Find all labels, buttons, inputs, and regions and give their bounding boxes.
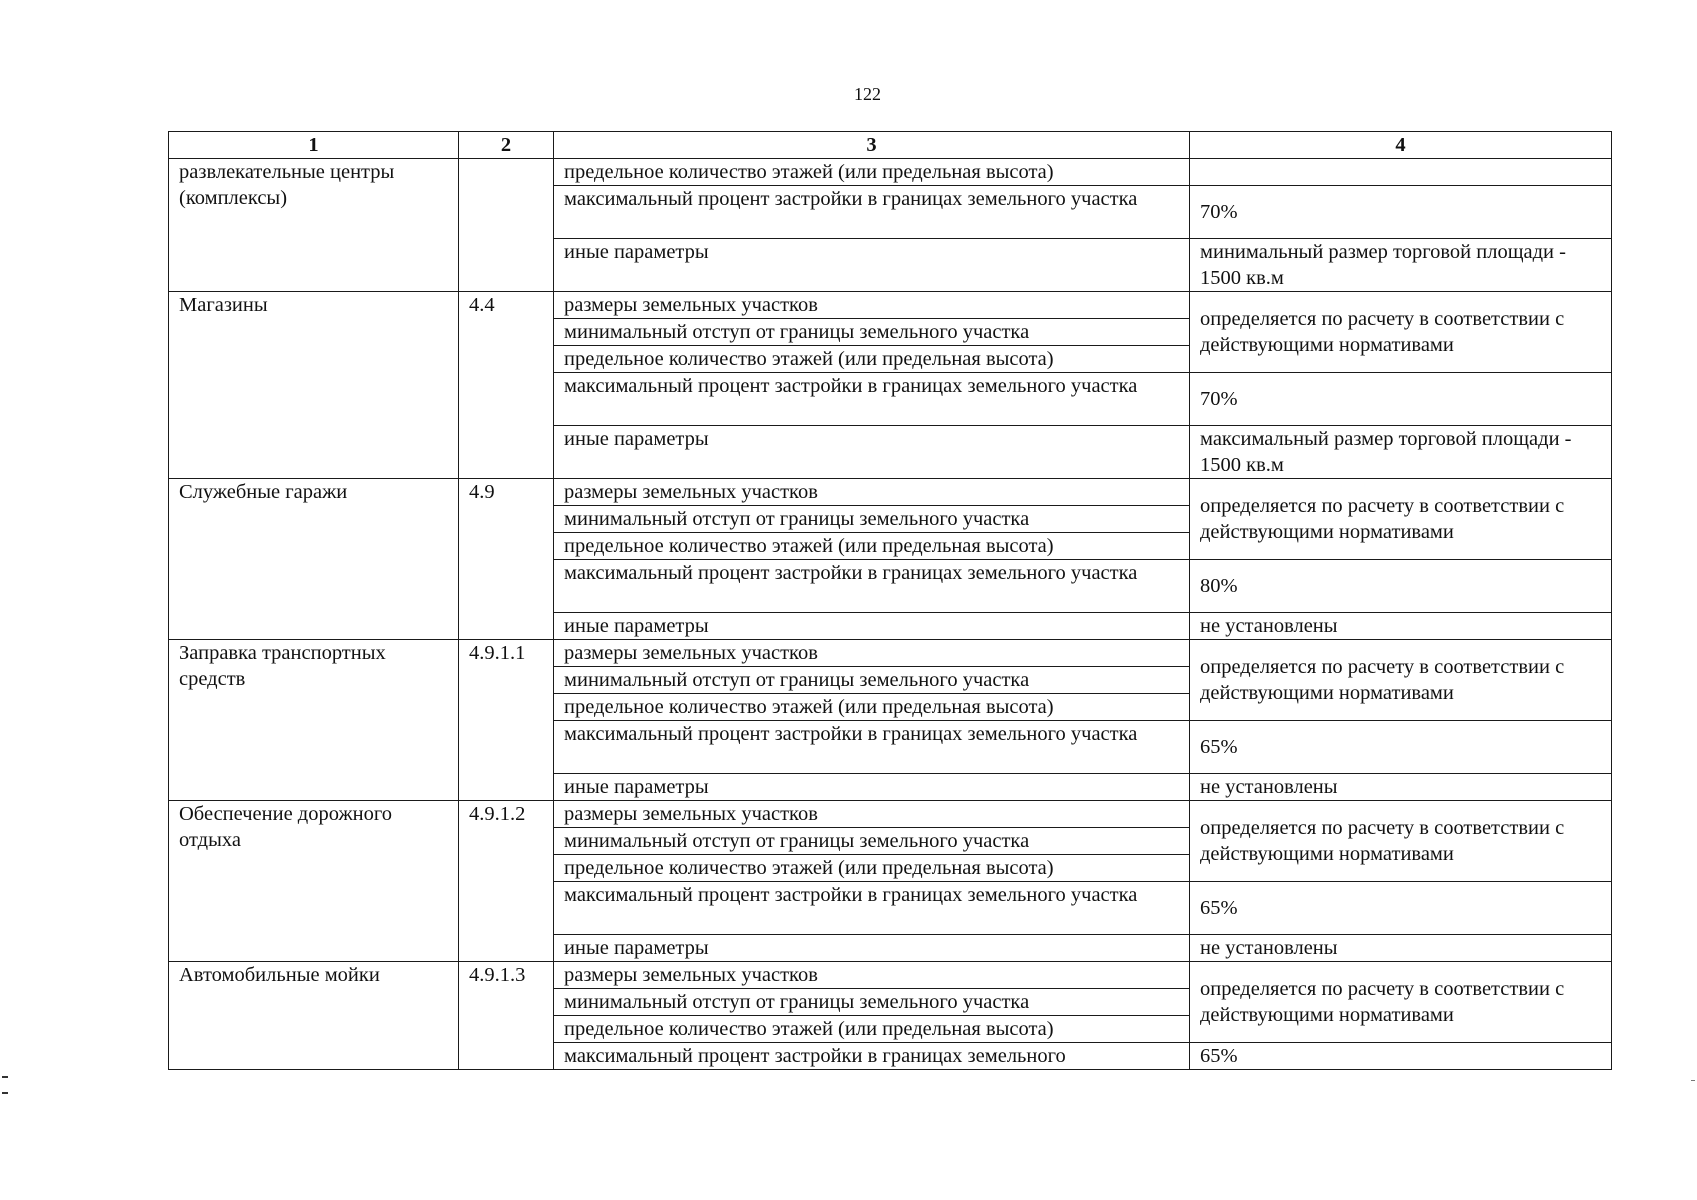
parameter-name: предельное количество этажей (или предельная высота) <box>554 855 1190 882</box>
parameter-name: иные параметры <box>554 239 1190 292</box>
parameter-name: минимальный отступ от границы земельного участка <box>554 828 1190 855</box>
scan-edge-mark <box>2 1076 8 1094</box>
parameter-value: определяется по расчету в соответствии с действующими нормативами <box>1190 292 1612 373</box>
parameter-value: 65% <box>1190 721 1612 774</box>
parameter-name: предельное количество этажей (или предельная высота) <box>554 694 1190 721</box>
parameter-name: минимальный отступ от границы земельного участка <box>554 319 1190 346</box>
parameter-name: размеры земельных участков <box>554 962 1190 989</box>
parameter-value: не установлены <box>1190 935 1612 962</box>
table-row <box>169 801 1612 828</box>
parameter-value: 65% <box>1190 1043 1612 1070</box>
table-row <box>169 479 1612 506</box>
parameter-value: не установлены <box>1190 774 1612 801</box>
parameter-name: иные параметры <box>554 774 1190 801</box>
table-row <box>169 962 1612 989</box>
parameter-value: определяется по расчету в соответствии с действующими нормативами <box>1190 801 1612 882</box>
table-row <box>169 159 1612 186</box>
parameter-value: 70% <box>1190 373 1612 426</box>
land-use-type: Заправка транспортных средств <box>169 640 459 801</box>
parameter-name: максимальный процент застройки в границах земельного участка <box>554 721 1190 774</box>
land-use-type: Служебные гаражи <box>169 479 459 640</box>
parameter-value: максимальный размер торговой площади - 1500 кв.м <box>1190 426 1612 479</box>
table-row <box>169 640 1612 667</box>
land-use-code: 4.9.1.1 <box>459 640 554 801</box>
parameter-value: определяется по расчету в соответствии с действующими нормативами <box>1190 640 1612 721</box>
land-use-code: 4.9.1.2 <box>459 801 554 962</box>
page-number: 122 <box>854 84 881 104</box>
parameter-name: предельное количество этажей (или предельная высота) <box>554 533 1190 560</box>
parameter-name: минимальный отступ от границы земельного участка <box>554 667 1190 694</box>
land-use-type: Автомобильные мойки <box>169 962 459 1070</box>
column-header-4: 4 <box>1190 132 1612 159</box>
parameter-name: размеры земельных участков <box>554 640 1190 667</box>
land-use-code: 4.4 <box>459 292 554 479</box>
land-use-code <box>459 159 554 292</box>
parameter-name: предельное количество этажей (или предельная высота) <box>554 346 1190 373</box>
parameter-name: иные параметры <box>554 613 1190 640</box>
parameter-name: иные параметры <box>554 935 1190 962</box>
parameter-value: определяется по расчету в соответствии с действующими нормативами <box>1190 479 1612 560</box>
parameter-value: 70% <box>1190 186 1612 239</box>
scan-edge-mark-right <box>1691 1080 1695 1091</box>
land-use-code: 4.9 <box>459 479 554 640</box>
column-header-2: 2 <box>459 132 554 159</box>
parameter-name: минимальный отступ от границы земельного участка <box>554 989 1190 1016</box>
land-use-type: развлекательные центры (комплексы) <box>169 159 459 292</box>
table-row <box>169 292 1612 319</box>
land-use-type: Магазины <box>169 292 459 479</box>
parameter-name: максимальный процент застройки в границах земельного участка <box>554 560 1190 613</box>
parameter-name: предельное количество этажей (или предельная высота) <box>554 159 1190 186</box>
parameter-name: максимальный процент застройки в границах земельного участка <box>554 186 1190 239</box>
parameter-value: минимальный размер торговой площади - 1500 кв.м <box>1190 239 1612 292</box>
parameter-name: иные параметры <box>554 426 1190 479</box>
parameter-name: минимальный отступ от границы земельного участка <box>554 506 1190 533</box>
parameter-value: 80% <box>1190 560 1612 613</box>
column-header-3: 3 <box>554 132 1190 159</box>
table-header-row <box>169 132 1612 159</box>
regulations-table <box>168 131 1612 1070</box>
land-use-type: Обеспечение дорожного отдыха <box>169 801 459 962</box>
parameter-value: 65% <box>1190 882 1612 935</box>
parameter-name: максимальный процент застройки в границах земельного участка <box>554 373 1190 426</box>
column-header-1: 1 <box>169 132 459 159</box>
parameter-value <box>1190 159 1612 186</box>
parameter-name: максимальный процент застройки в границах земельного участка <box>554 882 1190 935</box>
land-use-code: 4.9.1.3 <box>459 962 554 1070</box>
parameter-name: размеры земельных участков <box>554 479 1190 506</box>
parameter-name: размеры земельных участков <box>554 801 1190 828</box>
parameter-value: не установлены <box>1190 613 1612 640</box>
parameter-name: предельное количество этажей (или предельная высота) <box>554 1016 1190 1043</box>
parameter-name: максимальный процент застройки в границах земельного <box>554 1043 1190 1070</box>
parameter-value: определяется по расчету в соответствии с действующими нормативами <box>1190 962 1612 1043</box>
parameter-name: размеры земельных участков <box>554 292 1190 319</box>
